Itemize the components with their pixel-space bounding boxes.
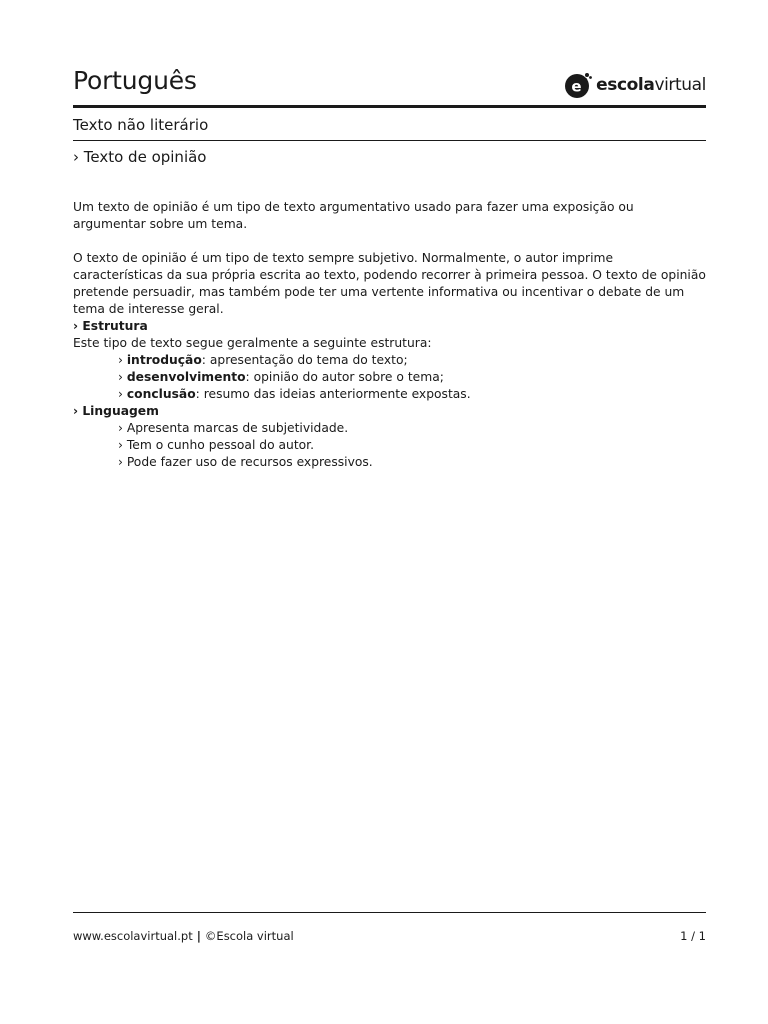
topic-title: › Texto de opinião (73, 148, 207, 166)
logo-text-bold: escola (596, 75, 655, 95)
document-page (73, 0, 706, 1024)
escola-virtual-logo-icon (564, 71, 592, 99)
list-item: › conclusão: resumo das ideias anteriormente expostas. (118, 387, 471, 401)
list-item: › Apresenta marcas de subjetividade. (118, 421, 349, 435)
footer-copyright: ©Escola virtual (204, 929, 294, 943)
svg-text:e: e (571, 77, 582, 96)
list-item: › Tem o cunho pessoal do autor. (118, 438, 315, 452)
list-item: › introdução: apresentação do tema do texto; (118, 353, 408, 367)
linguagem-list (73, 420, 706, 471)
body-paragraph: O texto de opinião é um tipo de texto sempre subjetivo. Normalmente, o autor imprime características da sua própria escrita ao texto, podendo recorrer à primeira pessoa. O texto de opinião pretende persuadir, mas também pode ter uma vertente informativa ou incentivar o debate de um tema de interesse geral. (73, 251, 706, 316)
footer-separator: | (196, 929, 201, 943)
intro-paragraph: Um texto de opinião é um tipo de texto argumentativo usado para fazer uma exposição ou argumentar sobre um tema. (73, 200, 634, 231)
category-divider (73, 140, 706, 141)
estrutura-list (73, 352, 706, 403)
footer-divider (73, 912, 706, 913)
logo-text-light: virtual (654, 75, 706, 95)
subject-title: Português (73, 66, 197, 95)
escola-virtual-logo (564, 70, 706, 100)
list-item: › Pode fazer uso de recursos expressivos. (118, 455, 373, 469)
page-header (73, 64, 706, 104)
footer-url-link[interactable]: www.escolavirtual.pt (73, 929, 193, 943)
section-title-linguagem: › Linguagem (73, 404, 159, 418)
header-divider (73, 105, 706, 108)
estrutura-lead: Este tipo de texto segue geralmente a seguinte estrutura: (73, 336, 432, 350)
list-item: › desenvolvimento: opinião do autor sobre o tema; (118, 370, 444, 384)
document-body (73, 199, 706, 471)
page-number: 1 / 1 (680, 929, 706, 943)
section-title-estrutura: › Estrutura (73, 319, 148, 333)
category-title: Texto não literário (73, 116, 209, 134)
